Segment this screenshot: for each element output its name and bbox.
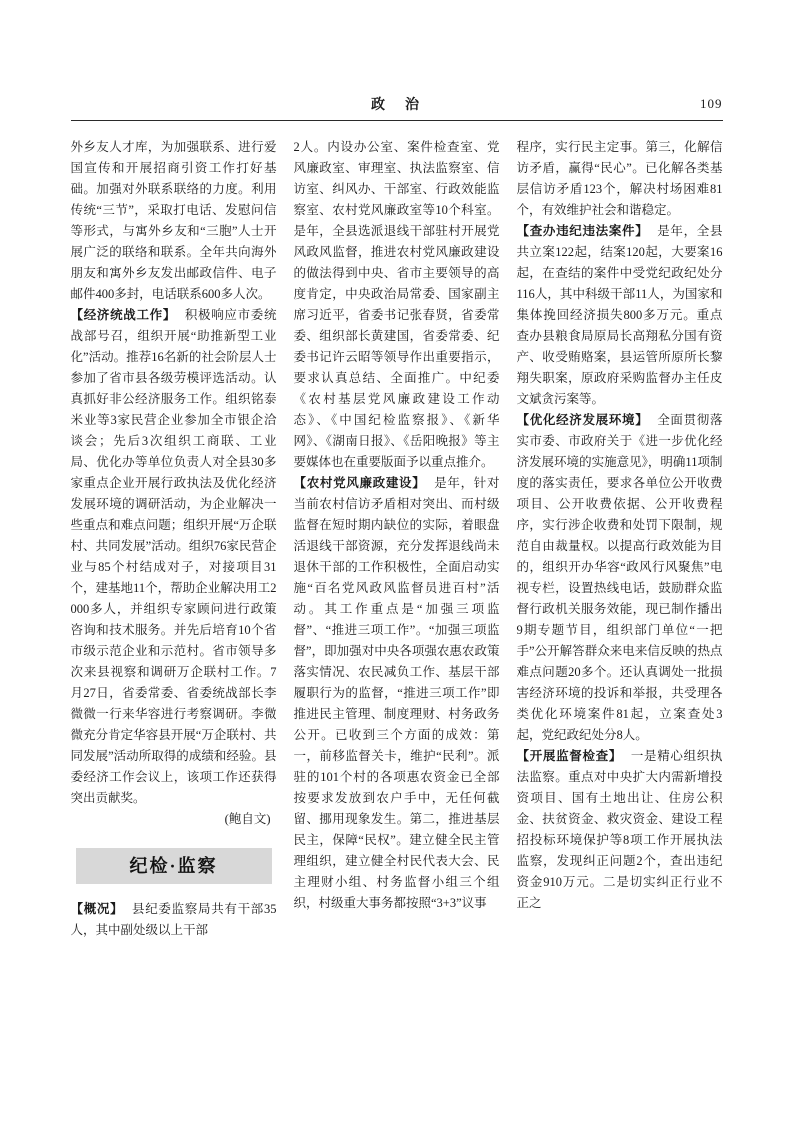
entry-heading: 【概况】 — [70, 902, 124, 916]
column-3 — [517, 137, 723, 941]
continuation-paragraph: 外乡友人才库，为加强联系、进行爱国宣传和开展招商引资工作打好基础。加强对外联系联络的力度。利用传统“三节”，采取打电话、发慰问信等形式，与寓外乡友和“三胞”人士开展广泛的联络和联系。全年共向海外朋友和寓外乡友发出邮政信件、电子邮件400多封，电话联系600多人次。 — [70, 140, 277, 301]
page-content — [71, 0, 723, 941]
continuation-paragraph: 2人。内设办公室、案件检查室、党风廉政室、审理室、执法监察室、信访室、纠风办、干部室、行政效能监察室、农村党风廉政室等10个科室。是年，全县选派退线干部驻村开展党风政风监督，推进农村党风廉政建设的做法得到中央、省市主要领导的高度肯定，中央政治局常委、国家副主席习近平，省委书记张春贤，省委常委、组织部长黄建国，省委常委、纪委书记许云昭等领导作出重要指示，要求认真总结、全面推广。中纪委《农村基层党风廉政建设工作动态》、《中国纪检监察报》、《新华网》、《湖南日报》、《岳阳晚报》等主要媒体也在重要版面予以重点推介。 — [293, 140, 500, 469]
entry-text: 是年，全县共立案122起，结案120起，大要案16起，在查结的案件中受党纪政纪处分116人，其中科级干部11人，为国家和集体挽回经济损失800多万元。重点查办县粮食局原局长高翔私分国有资产、收受贿赂案，县运管所原所长黎翔失职案，原政府采购监督办主任皮文斌贪污案等。 — [516, 224, 723, 406]
continuation-paragraph: 程序，实行民主定事。第三，化解信访矛盾，赢得“民心”。已化解各类基层信访矛盾123个，解决村场困难81个，有效维护社会和谐稳定。 — [516, 140, 723, 217]
section-header-label: 纪检·监察 — [129, 856, 218, 876]
section-running-title: 政 治 — [371, 98, 422, 113]
entry-paragraph — [71, 899, 277, 941]
entry-heading: 【开展监督检查】 — [516, 749, 623, 763]
header-rule — [71, 120, 723, 121]
page-header — [71, 94, 723, 114]
text-columns — [71, 137, 723, 941]
entry-text: 一是精心组织执法监察。重点对中央扩大内需新增投资项目、国有土地出让、住房公积金、扶贫资金、救灾资金、建设工程招投标环境保护等8项工作开展执法监察，发现纠正问题2个，查出违纪资金910万元。二是切实纠正行业不正之 — [516, 749, 723, 910]
entry-paragraph — [517, 746, 723, 914]
entry-text: 积极响应市委统战部号召，组织开展“助推新型工业化”活动。推荐16名新的社会阶层人士参加了省市县各级劳模评选活动。认真抓好非公经济服务工作。组织铭泰米业等3家民营企业参加全市银企洽谈会；先后3次组织工商联、工业局、优化办等单位负责人对全县30多家重点企业开展行政执法及优化经济发展环境的调研活动，为企业解决一些重点和难点问题；组织开展“万企联村、共同发展”活动。组织76家民营企业与85个村结成对子，对接项目31个，建基地11个，帮助企业解决用工2000多人，并组织专家顾问进行政策咨询和技术服务。并先后培育10个省市级示范企业和示范村。省市领导多次来县视察和调研万企联村工作。7月27日，省委常委、省委统战部长李微微一行来华容进行考察调研。李微微充分肯定华容县开展“万企联村、共同发展”活动所取得的成绩和经验。县委经济工作会议上，该项工作还获得突出贡献奖。 — [70, 308, 277, 805]
page-number: 109 — [700, 96, 723, 111]
entry-paragraph — [517, 410, 723, 746]
entry-heading: 【农村党风廉政建设】 — [293, 476, 426, 490]
entry-text: 县纪委监察局共有干部35人，其中副处级以上干部 — [70, 902, 277, 937]
section-header-box — [76, 848, 272, 884]
entry-text: 是年，针对当前农村信访矛盾相对突出、而村级监督在短时期内缺位的实际，着眼盘活退线干部资源，充分发挥退线尚未退休干部的工作积极性，全面启动实施“百名党风政风监督员进百村”活动。其工作重点是“加强三项监督”、“推进三项工作”。“加强三项监督”，即加强对中央各项强农惠农政策落实情况、农民减负工作、基层干部履职行为的监督，“推进三项工作”即推进民主管理、制度理财、村务政务公开。已收到三个方面的成效：第一，前移监督关卡，维护“民利”。派驻的101个村的各项惠农资金已全部按要求发放到农户手中，无任何截留、挪用现象发生。第二，推进基层民主，保障“民权”。建立健全民主管理组织，建立健全村民代表大会、民主理财小组、村务监督小组三个组织，村级重大事务都按照“3+3”议事 — [293, 476, 500, 910]
column-2 — [294, 137, 500, 941]
author-byline: (鲍自文) — [224, 812, 271, 826]
column-1 — [71, 137, 277, 941]
entry-paragraph — [71, 305, 277, 809]
entry-heading: 【优化经济发展环境】 — [516, 413, 649, 427]
entry-text: 全面贯彻落实市委、市政府关于《进一步优化经济发展环境的实施意见》，明确11项制度的落实责任，要求各单位公开收费项目、公开收费依据、公开收费程序，实行涉企收费和处罚下限制，规范自由裁量权。以提高行政效能为目的，组织开办华容“政风行风聚焦”电视专栏，设置热线电话，鼓励群众监督行政机关服务效能，现已制作播出9期专题节目，组织部门单位“一把手”公开解答群众来电来信反映的热点难点问题20多个。还认真调处一批损害经济环境的投诉和举报，共受理各类优化环境案件81起，立案查处3起，党纪政纪处分8人。 — [516, 413, 723, 742]
entry-paragraph — [294, 473, 500, 914]
entry-paragraph — [517, 221, 723, 410]
entry-heading: 【查办违纪违法案件】 — [516, 224, 649, 238]
entry-heading: 【经济统战工作】 — [70, 308, 177, 322]
